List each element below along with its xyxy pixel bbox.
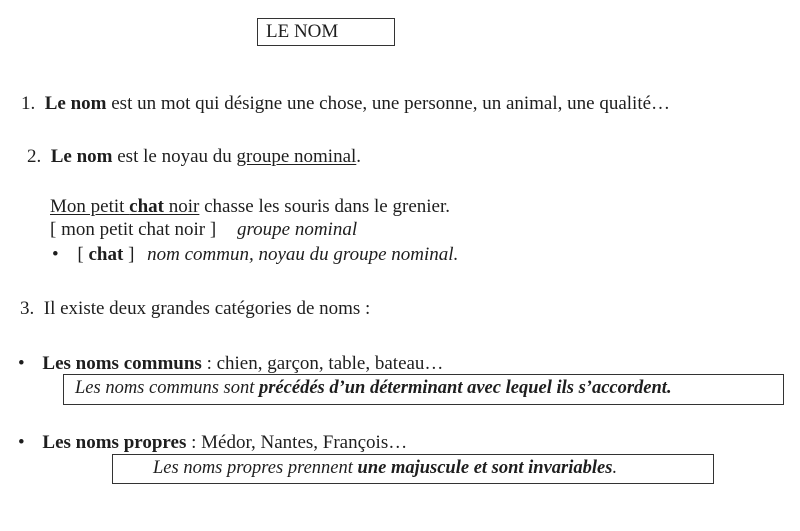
communs-line <box>18 353 443 375</box>
point-2-middle: est le noyau du <box>112 146 237 167</box>
propres-rule-plain: Les noms propres prennent <box>153 458 358 478</box>
point-3-text: Il existe deux grandes catégories de noms : <box>43 298 371 319</box>
point-3 <box>20 298 370 320</box>
example-group-label: groupe nominal <box>236 219 358 240</box>
point-1-bold: Le nom <box>44 93 107 114</box>
point-1-text: est un mot qui désigne une chose, une personne, un animal, une qualité… <box>106 93 671 114</box>
example-group-bracket: [ mon petit chat noir ] <box>50 219 217 240</box>
communs-label: Les noms communs <box>42 353 202 374</box>
example-sentence-rest: chasse les souris dans le grenier. <box>199 196 450 217</box>
example-sentence-bold: chat <box>129 196 164 217</box>
example-noun-bracket-close: ] <box>123 244 135 265</box>
propres-rule-end: . <box>612 458 618 478</box>
example-sentence-u2: noir <box>164 196 200 217</box>
point-2-number: 2. <box>27 146 42 167</box>
communs-rule-plain: Les noms communs sont <box>75 378 259 398</box>
example-sentence <box>50 196 450 218</box>
point-1-number: 1. <box>21 93 36 114</box>
point-2-underlined: groupe nominal <box>236 146 357 167</box>
propres-rule-bold: une majuscule et sont invariables <box>357 458 613 478</box>
example-noun <box>52 244 458 266</box>
communs-rule-box <box>63 374 784 405</box>
bullet-icon: • <box>18 353 25 374</box>
point-1 <box>21 93 670 115</box>
example-noun-bracket-open: [ <box>77 244 89 265</box>
communs-rule-bold: précédés d’un déterminant avec lequel ils s’accordent. <box>258 378 672 398</box>
propres-rule-box <box>112 454 714 484</box>
bullet-icon: • <box>18 432 25 453</box>
page-title: LE NOM <box>257 18 395 46</box>
bullet-icon: • <box>52 244 59 265</box>
example-group <box>50 219 357 241</box>
example-noun-label: nom commun, noyau du groupe nominal. <box>147 244 459 265</box>
point-2 <box>27 146 361 168</box>
example-noun-bold: chat <box>88 244 124 265</box>
point-2-end: . <box>356 146 362 167</box>
propres-line <box>18 432 407 454</box>
point-2-bold: Le nom <box>50 146 113 167</box>
example-sentence-u1: Mon petit <box>50 196 130 217</box>
point-3-number: 3. <box>20 298 35 319</box>
communs-examples: : chien, garçon, table, bateau… <box>201 353 444 374</box>
propres-examples: : Médor, Nantes, François… <box>186 432 408 453</box>
propres-label: Les noms propres <box>42 432 187 453</box>
